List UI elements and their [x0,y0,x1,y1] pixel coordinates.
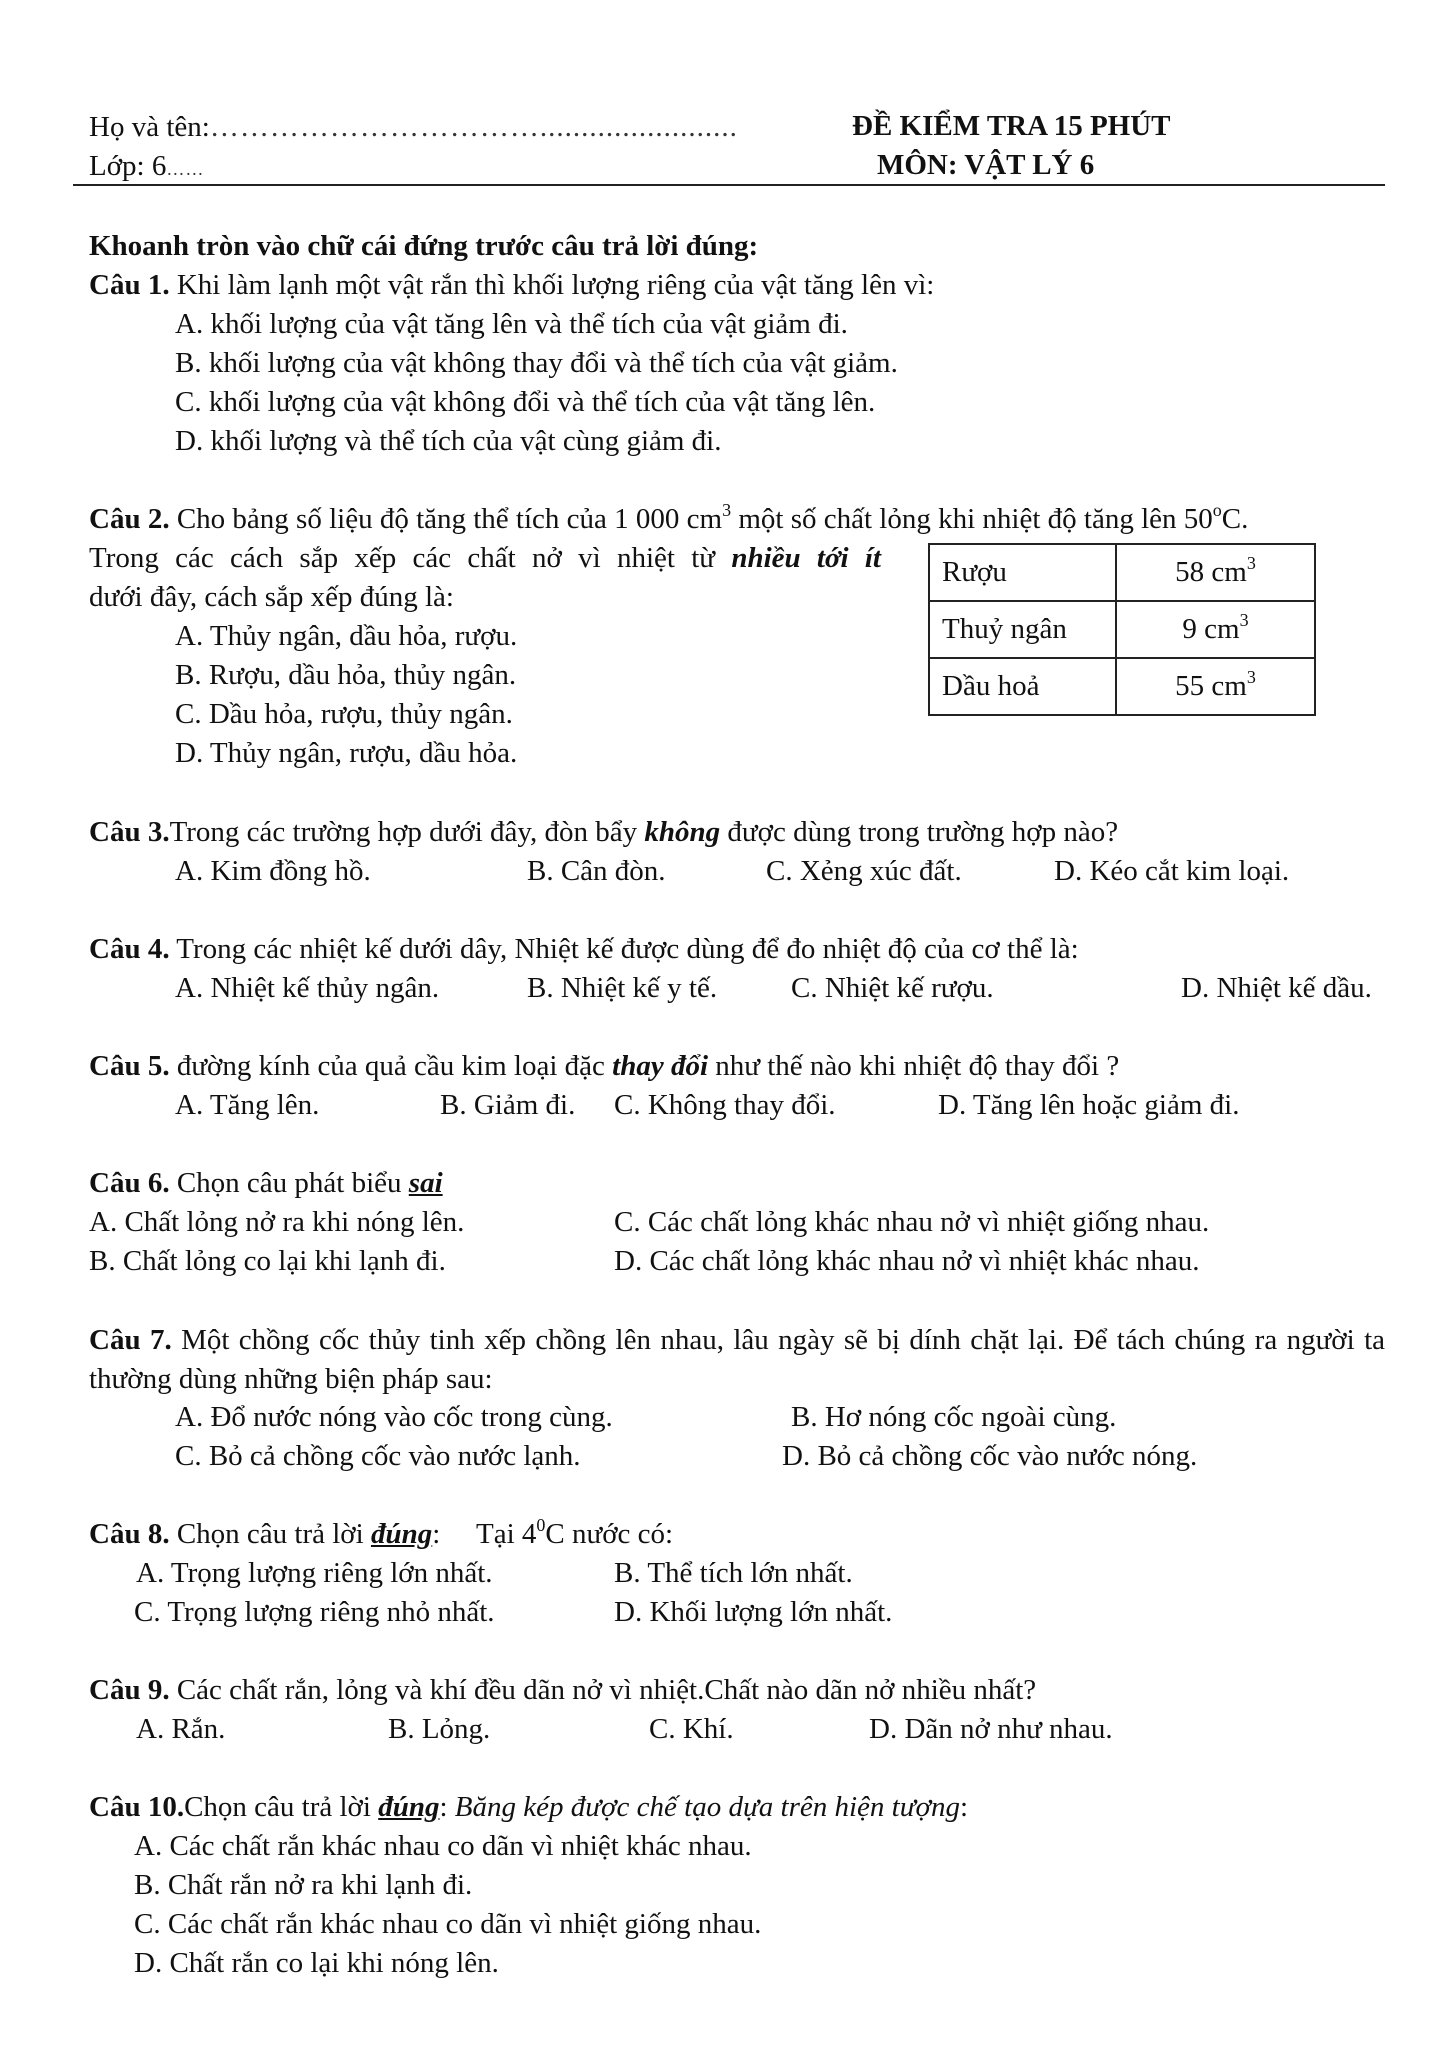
question-text: Khi làm lạnh một vật rắn thì khối lượng riêng của vật tăng lên vì: [169,269,935,301]
q2-option-a[interactable]: A. Thủy ngân, dầu hỏa, rượu. [175,620,518,652]
question-label: Câu 6. [89,1167,170,1199]
volume-value: 55 $cm^3$ [1116,658,1315,715]
q4-option-c[interactable]: C. Nhiệt kế rượu. [791,972,994,1004]
q10-option-c[interactable]: C. Các chất rắn khác nhau co dãn vì nhiệt giống nhau. [134,1908,762,1940]
q4-option-d[interactable]: D. Nhiệt kế dầu. [1181,972,1372,1004]
q4-option-a[interactable]: A. Nhiệt kế thủy ngân. [175,972,440,1004]
q3-option-a[interactable]: A. Kim đồng hồ. [175,855,371,887]
question-label: Câu 2. [89,503,170,535]
emphasis-text: sai [408,1167,443,1199]
q9-option-d[interactable]: D. Dãn nở như nhau. [869,1713,1113,1745]
q8-option-a[interactable]: A. Trọng lượng riêng lớn nhất. [136,1557,493,1589]
question-text: Trong các trường hợp dưới đây, đòn bẩy [169,816,645,848]
header-divider [73,184,1385,186]
q6-option-d[interactable]: D. Các chất lỏng khác nhau nở vì nhiệt khác nhau. [614,1245,1200,1277]
q7-option-b[interactable]: B. Hơ nóng cốc ngoài cùng. [791,1401,1117,1433]
question-label: Câu 4. [89,933,170,965]
question-text: Cho bảng số liệu độ tăng thể tích của 1 000 cm [169,503,723,535]
question-text: : [960,1791,969,1823]
table-row [929,544,1315,601]
question-text: như thế nào khi nhiệt độ thay đổi ? [708,1050,1120,1082]
class-line[interactable] [89,152,204,181]
student-name-label: Họ và tên: [89,111,210,143]
question-label: Câu 5. [89,1050,170,1082]
q8-option-d[interactable]: D. Khối lượng lớn nhất. [614,1596,893,1628]
q4-option-b[interactable]: B. Nhiệt kế y tế. [527,972,718,1004]
q9-option-c[interactable]: C. Khí. [649,1713,734,1745]
q10-option-b[interactable]: B. Chất rắn nở ra khi lạnh đi. [134,1869,473,1901]
student-name-line[interactable] [89,113,738,142]
q2-option-c[interactable]: C. Dầu hỏa, rượu, thủy ngân. [175,698,513,730]
emphasis-text: nhiều tới ít [731,542,881,574]
italic-text: Băng kép được chế tạo dựa trên hiện tượng [454,1791,961,1823]
q10-option-a[interactable]: A. Các chất rắn khác nhau co dãn vì nhiệt khác nhau. [134,1830,752,1862]
question-2 [89,500,1249,535]
q3-option-b[interactable]: B. Cân đòn. [527,855,666,887]
emphasis-text: thay đổi [612,1050,709,1082]
emphasis-text: đúng [378,1791,440,1823]
q1-option-d[interactable]: D. khối lượng và thể tích của vật cùng giảm đi. [175,425,722,457]
question-text: Chọn câu trả lời [169,1518,371,1550]
q5-option-b[interactable]: B. Giảm đi. [440,1089,576,1121]
q7-option-c[interactable]: C. Bỏ cả chồng cốc vào nước lạnh. [175,1440,581,1472]
question-label: Câu 7. [89,1324,172,1356]
volume-value: 58 $cm^3$ [1116,544,1315,601]
question-text: đường kính của quả cầu kim loại đặc [169,1050,613,1082]
q2-option-b[interactable]: B. Rượu, dầu hỏa, thủy ngân. [175,659,517,691]
student-name-blank[interactable]: ……………………………........................ [209,111,738,143]
class-blank[interactable]: …… [166,159,205,179]
substance-name: Dầu hoả [929,658,1116,715]
q1-option-c[interactable]: C. khối lượng của vật không đổi và thể tích của vật tăng lên. [175,386,876,418]
question-4 [89,935,1079,964]
q7-option-d[interactable]: D. Bỏ cả chồng cốc vào nước nóng. [782,1440,1198,1472]
q3-option-d[interactable]: D. Kéo cắt kim loại. [1054,855,1290,887]
question-text: Trong các cách sắp xếp các chất nở vì nhiệt từ [89,542,732,574]
substance-name: Rượu [929,544,1116,601]
question-text: : [439,1791,455,1823]
question-label: Câu 3. [89,816,170,848]
question-text: một số chất lỏng khi nhiệt độ tăng lên 50 [731,503,1213,535]
question-label: Câu 8. [89,1518,170,1550]
superscript: 0 [536,1515,546,1535]
q2-line-3: dưới đây, cách sắp xếp đúng là: [89,581,454,613]
q9-option-a[interactable]: A. Rắn. [136,1713,226,1745]
question-text: được dùng trong trường hợp nào? [720,816,1119,848]
substance-name: Thuỷ ngân [929,601,1116,658]
question-10 [89,1793,968,1822]
table-row [929,658,1315,715]
volume-value: 9 $cm^3$ [1116,601,1315,658]
question-label: Câu 10. [89,1791,185,1823]
question-text: C. [1221,503,1249,535]
q1-option-a[interactable]: A. khối lượng của vật tăng lên và thể tích của vật giảm đi. [175,308,848,340]
q6-option-a[interactable]: A. Chất lỏng nở ra khi nóng lên. [89,1206,465,1238]
q5-option-c[interactable]: C. Không thay đổi. [614,1089,836,1121]
q5-option-a[interactable]: A. Tăng lên. [175,1089,320,1121]
table-row [929,601,1315,658]
q3-option-c[interactable]: C. Xẻng xúc đất. [766,855,962,887]
question-text: : Tại 4 [432,1518,537,1550]
emphasis-text: không [644,816,721,848]
q7-option-a[interactable]: A. Đổ nước nóng vào cốc trong cùng. [175,1401,613,1433]
q8-option-b[interactable]: B. Thể tích lớn nhất. [614,1557,853,1589]
question-1 [89,271,934,300]
emphasis-text: đúng [370,1518,433,1550]
question-7 [89,1321,1385,1399]
question-text: Một chồng cốc thủy tinh xếp chồng lên nhau, lâu ngày sẽ bị dính chặt lại. Để tách chúng ra người ta thường dùng những biện pháp sau: [89,1324,1385,1395]
question-label: Câu 1. [89,269,170,301]
q10-option-d[interactable]: D. Chất rắn co lại khi nóng lên. [134,1947,499,1979]
q6-option-c[interactable]: C. Các chất lỏng khác nhau nở vì nhiệt giống nhau. [614,1206,1210,1238]
q1-option-b[interactable]: B. khối lượng của vật không thay đổi và thể tích của vật giảm. [175,347,898,379]
question-3 [89,818,1118,847]
q9-option-b[interactable]: B. Lỏng. [388,1713,491,1745]
q6-option-b[interactable]: B. Chất lỏng co lại khi lạnh đi. [89,1245,446,1277]
question-8 [89,1515,674,1550]
q2-line-2 [89,544,881,573]
subject-title: MÔN: VẬT LÝ 6 [877,149,1095,181]
question-6 [89,1169,443,1198]
q2-option-d[interactable]: D. Thủy ngân, rượu, dầu hỏa. [175,737,518,769]
q5-option-d[interactable]: D. Tăng lên hoặc giảm đi. [938,1089,1240,1121]
question-text: Chọn câu trả lời [184,1791,379,1823]
expansion-table [928,543,1316,716]
question-text: Chọn câu phát biểu [169,1167,409,1199]
q8-option-c[interactable]: C. Trọng lượng riêng nhỏ nhất. [134,1596,495,1628]
question-5 [89,1052,1119,1081]
question-label: Câu 9. [89,1674,170,1706]
question-9 [89,1676,1036,1705]
question-text: C nước có: [545,1518,674,1550]
instruction: Khoanh tròn vào chữ cái đứng trước câu trả lời đúng: [89,230,759,262]
superscript: o [1212,500,1222,520]
exam-title: ĐỀ KIỂM TRA 15 PHÚT [852,110,1171,142]
class-label: Lớp: 6 [89,150,167,182]
question-text: Các chất rắn, lỏng và khí đều dãn nở vì nhiệt.Chất nào dãn nở nhiều nhất? [169,1674,1037,1706]
superscript: 3 [722,500,732,520]
question-text: Trong các nhiệt kế dưới dây, Nhiệt kế được dùng để đo nhiệt độ của cơ thể là: [169,933,1079,965]
